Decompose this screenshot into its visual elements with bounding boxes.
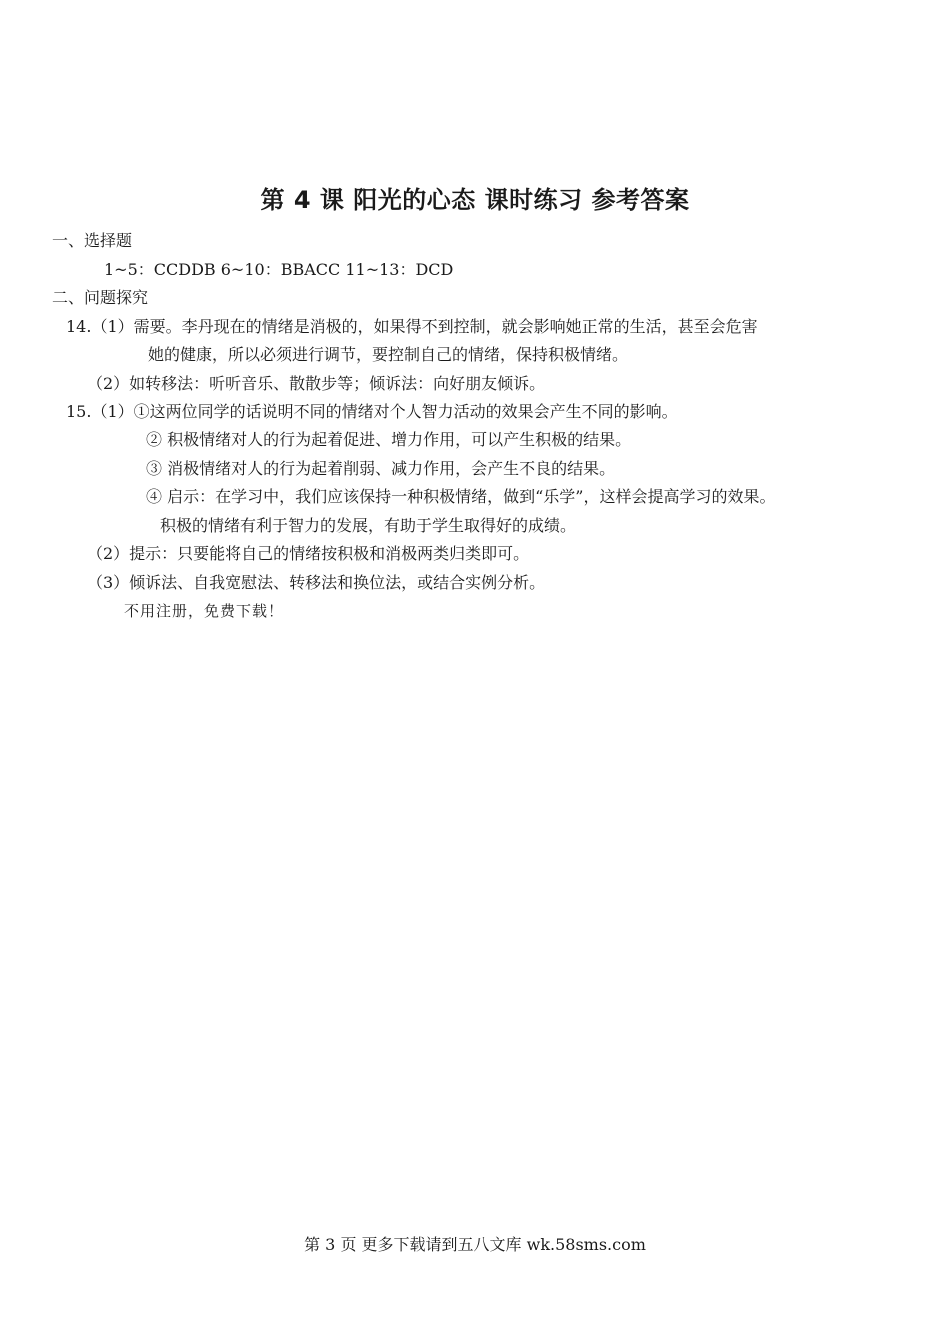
q15-part3: （3）倾诉法、自我宽慰法、转移法和换位法，或结合实例分析。 <box>87 573 546 592</box>
section-heading-inquiry: 二、问题探究 <box>52 288 149 307</box>
section-heading-choice: 一、选择题 <box>52 231 133 250</box>
page-footer: 第 3 页 更多下载请到五八文库 wk.58sms.com <box>304 1235 646 1254</box>
q15-part1-item4-line2: 积极的情绪有利于智力的发展，有助于学生取得好的成绩。 <box>160 516 577 535</box>
q14-part1-line1: 14.（1）需要。李丹现在的情绪是消极的，如果得不到控制，就会影响她正常的生活，甚至会危害 <box>66 317 758 336</box>
free-download-note: 不用注册，免费下载！ <box>124 602 285 620</box>
q14-part2: （2）如转移法：听听音乐、散散步等；倾诉法：向好朋友倾诉。 <box>87 374 546 393</box>
choice-answers: 1~5：CCDDB 6~10：BBACC 11~13：DCD <box>104 260 454 279</box>
q15-part1-item3: ③ 消极情绪对人的行为起着削弱、减力作用，会产生不良的结果。 <box>146 459 616 478</box>
q15-part1-item1: 15.（1）①这两位同学的话说明不同的情绪对个人智力活动的效果会产生不同的影响。 <box>66 402 678 421</box>
q14-part1-line2: 她的健康，所以必须进行调节，要控制自己的情绪，保持积极情绪。 <box>148 345 629 364</box>
q15-part1-item2: ② 积极情绪对人的行为起着促进、增力作用，可以产生积极的结果。 <box>146 430 632 449</box>
q15-part2: （2）提示：只要能将自己的情绪按积极和消极两类归类即可。 <box>87 544 530 563</box>
q15-part1-item4-line1: ④ 启示：在学习中，我们应该保持一种积极情绪，做到“乐学”，这样会提高学习的效果。 <box>146 487 776 506</box>
page-title: 第 4 课 阳光的心态 课时练习 参考答案 <box>260 186 690 214</box>
